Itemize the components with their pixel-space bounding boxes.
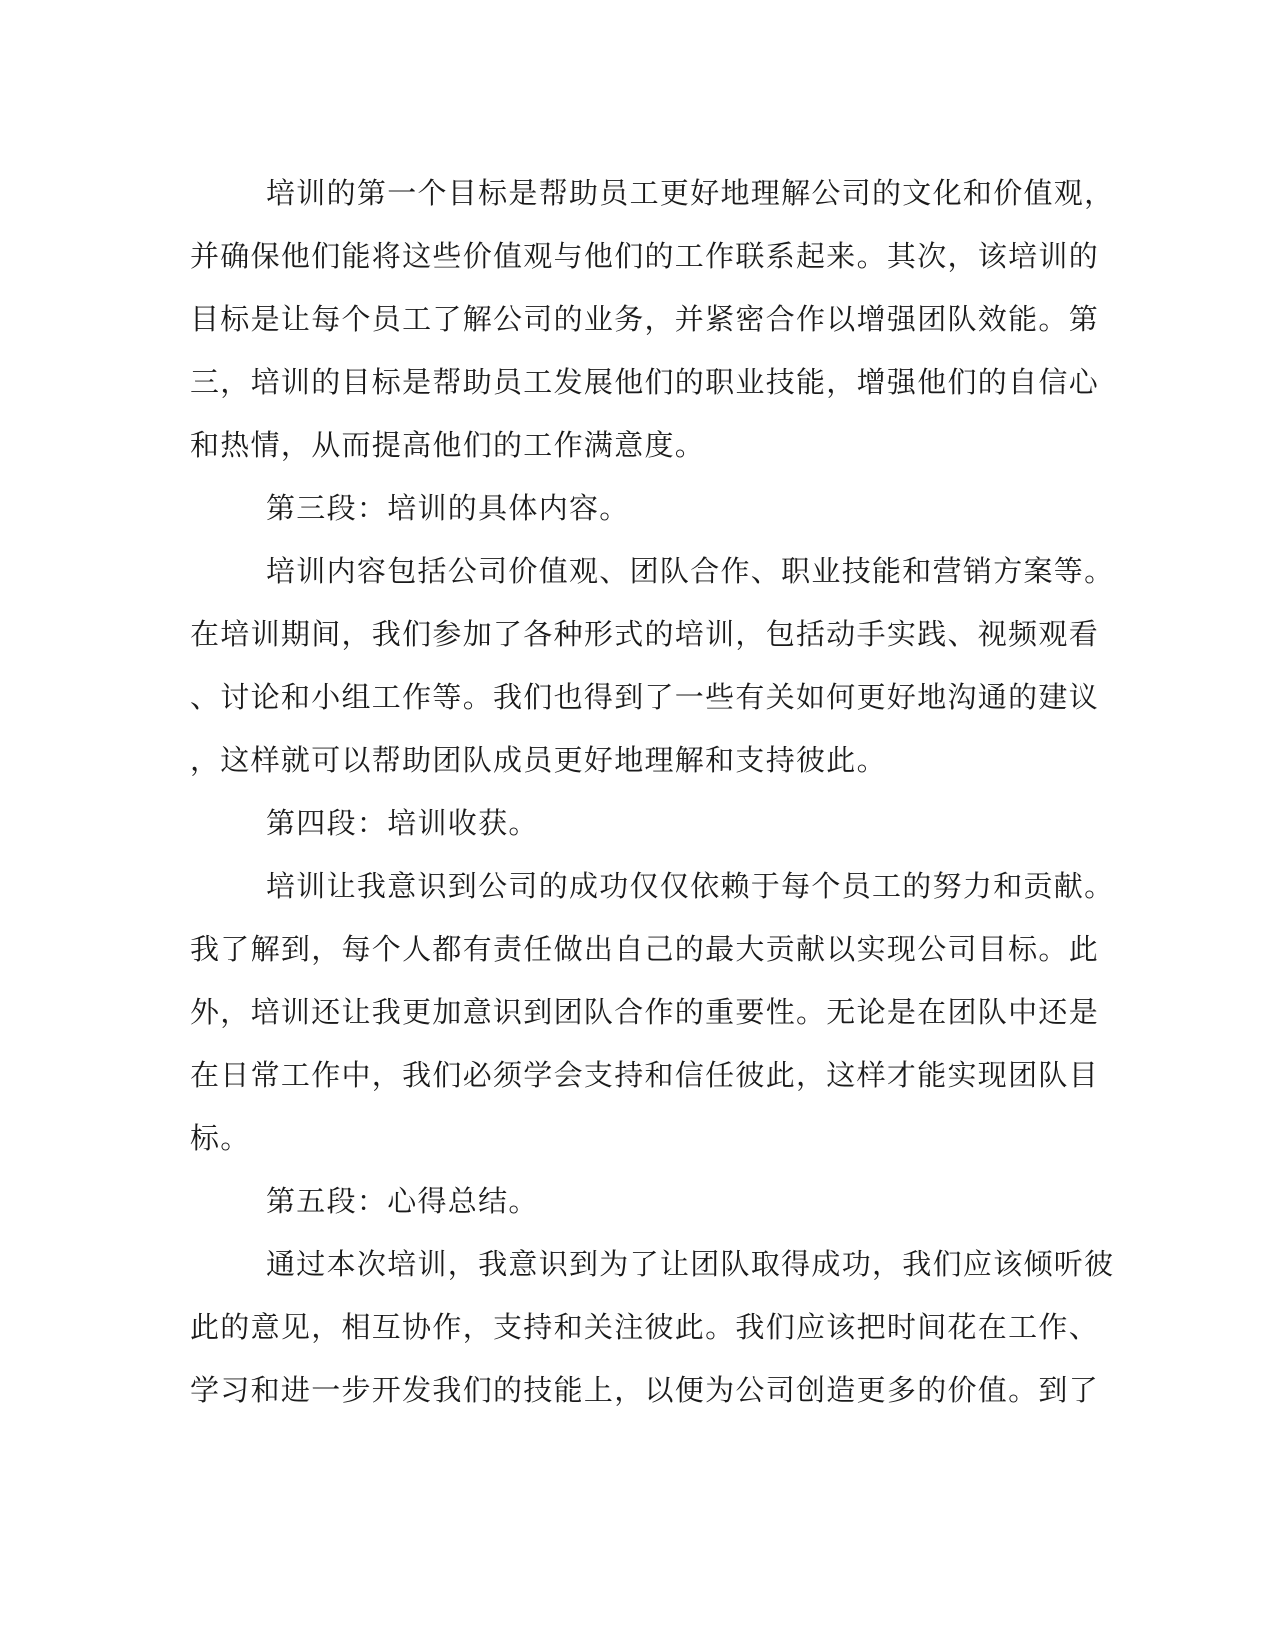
- section-heading: 第三段：培训的具体内容。: [266, 491, 630, 525]
- text-line: 培训让我意识到公司的成功仅仅依赖于每个员工的努力和贡献。: [266, 869, 1115, 903]
- text-line: 外，培训还让我更加意识到团队合作的重要性。无论是在团队中还是: [190, 995, 1100, 1029]
- text-line: 标。: [190, 1121, 251, 1155]
- text-line: 培训的第一个目标是帮助员工更好地理解公司的文化和价值观，: [266, 176, 1115, 210]
- text-line: 三，培训的目标是帮助员工发展他们的职业技能，增强他们的自信心: [190, 365, 1100, 399]
- text-line: 在培训期间，我们参加了各种形式的培训，包括动手实践、视频观看: [190, 617, 1100, 651]
- document-body: [190, 162, 1115, 1422]
- section-heading: 第四段：培训收获。: [266, 806, 539, 840]
- text-line: 我了解到，每个人都有责任做出自己的最大贡献以实现公司目标。此: [190, 932, 1100, 966]
- text-line: 培训内容包括公司价值观、团队合作、职业技能和营销方案等。: [266, 554, 1115, 588]
- text-line: 通过本次培训，我意识到为了让团队取得成功，我们应该倾听彼: [266, 1247, 1115, 1281]
- text-line: 并确保他们能将这些价值观与他们的工作联系起来。其次，该培训的: [190, 239, 1100, 273]
- text-line: 学习和进一步开发我们的技能上，以便为公司创造更多的价值。到了: [190, 1373, 1100, 1407]
- text-line: 和热情，从而提高他们的工作满意度。: [190, 428, 706, 462]
- text-line: ，这样就可以帮助团队成员更好地理解和支持彼此。: [190, 743, 887, 777]
- section-heading: 第五段：心得总结。: [266, 1184, 539, 1218]
- text-line: 在日常工作中，我们必须学会支持和信任彼此，这样才能实现团队目: [190, 1058, 1100, 1092]
- text-line: 、讨论和小组工作等。我们也得到了一些有关如何更好地沟通的建议: [190, 680, 1100, 714]
- text-line: 目标是让每个员工了解公司的业务，并紧密合作以增强团队效能。第: [190, 302, 1100, 336]
- text-line: 此的意见，相互协作，支持和关注彼此。我们应该把时间花在工作、: [190, 1310, 1100, 1344]
